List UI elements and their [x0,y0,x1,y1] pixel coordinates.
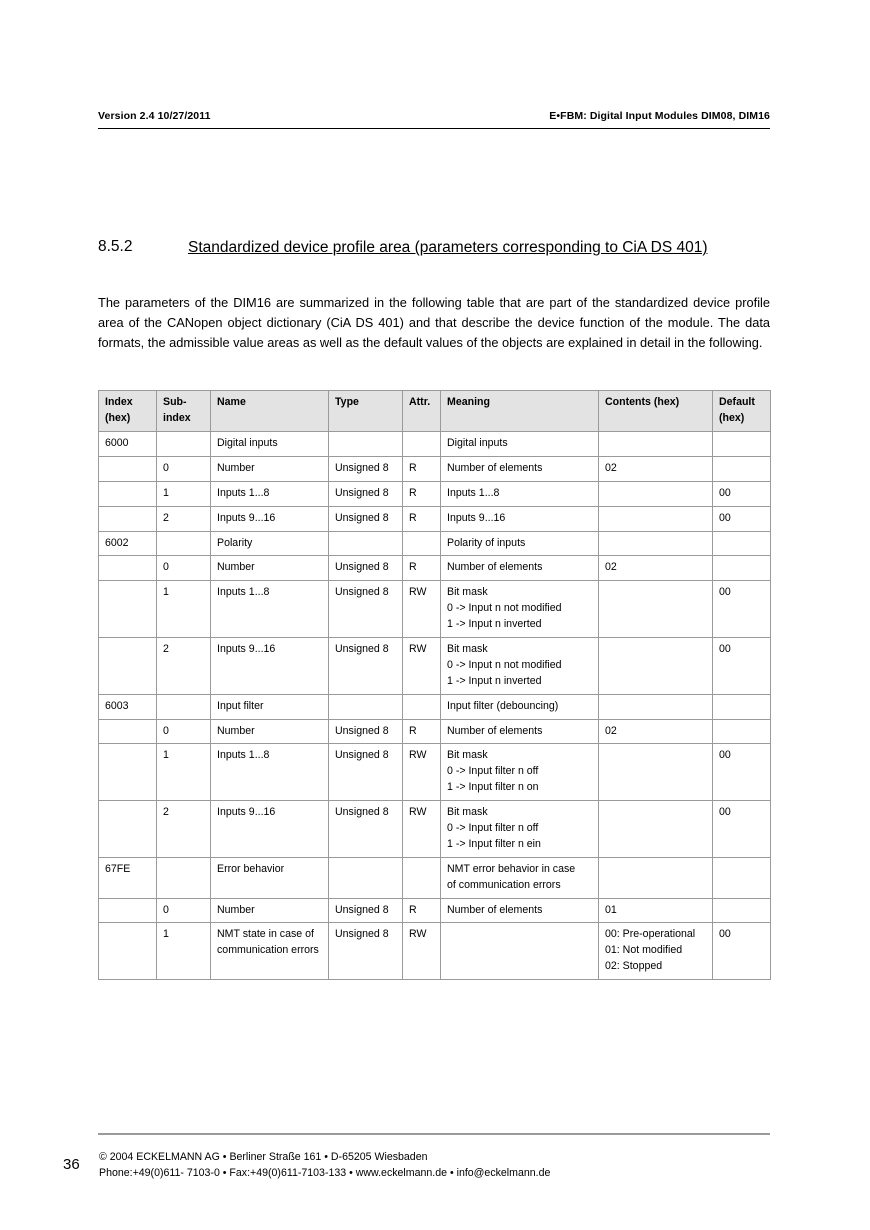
cell-contents-line: 02: Stopped [605,960,663,973]
cell-default: 00 [713,923,771,980]
cell-contents [599,556,713,581]
cell-index [99,638,157,695]
object-dictionary-table [98,390,771,980]
cell-meaning [441,481,599,506]
col-header-subindex [157,391,211,432]
cell-default: 00 [713,481,771,506]
cell-subindex: 2 [157,506,211,531]
cell-subindex: 2 [157,638,211,695]
table-row [99,857,771,898]
header-divider [98,128,770,129]
cell-meaning-line: Bit mask [447,806,488,819]
cell-name: Number [211,456,329,481]
cell-meaning-line: Bit mask [447,586,488,599]
cell-default [713,857,771,898]
cell-meaning [441,694,599,719]
cell-default [713,432,771,457]
cell-name: Inputs 1...8 [211,744,329,801]
cell-type: Unsigned 8 [329,801,403,858]
table-row [99,898,771,923]
col-header-default [713,391,771,432]
cell-meaning [441,898,599,923]
cell-subindex: 1 [157,923,211,980]
cell-meaning-line: 1 -> Input n inverted [447,618,542,631]
cell-type: Unsigned 8 [329,581,403,638]
cell-contents [599,694,713,719]
cell-index: 6000 [99,432,157,457]
table-row [99,481,771,506]
table-header-row [99,391,771,432]
cell-type: Unsigned 8 [329,456,403,481]
col-header-default-line2: (hex) [719,411,745,424]
cell-name: Inputs 9...16 [211,801,329,858]
cell-contents-line: 02 [605,561,617,574]
cell-type [329,432,403,457]
cell-meaning [441,556,599,581]
section-number: 8.5.2 [98,238,133,255]
cell-meaning [441,719,599,744]
header-document-title: E•FBM: Digital Input Modules DIM08, DIM16 [549,110,770,122]
cell-type: Unsigned 8 [329,719,403,744]
cell-meaning-line: 0 -> Input filter n off [447,822,539,835]
cell-index [99,456,157,481]
page-header [98,110,770,122]
cell-meaning [441,531,599,556]
cell-contents [599,581,713,638]
cell-subindex: 1 [157,744,211,801]
section-heading [98,238,770,259]
cell-name: Inputs 9...16 [211,638,329,695]
cell-subindex [157,432,211,457]
cell-subindex: 0 [157,719,211,744]
cell-subindex [157,694,211,719]
cell-meaning-line: 1 -> Input filter n on [447,781,539,794]
cell-attr: RW [403,923,441,980]
col-header-index-line2: (hex) [105,411,131,424]
cell-meaning-line: NMT error behavior in case [447,862,576,875]
cell-index [99,506,157,531]
cell-name: Error behavior [211,857,329,898]
col-header-contents: Contents (hex) [599,391,713,432]
cell-meaning [441,857,599,898]
cell-type: Unsigned 8 [329,481,403,506]
cell-name: Number [211,719,329,744]
cell-attr: RW [403,744,441,801]
cell-type: Unsigned 8 [329,506,403,531]
footer-line-1: © 2004 ECKELMANN AG • Berliner Straße 161 • D-65205 Wiesbaden [99,1151,428,1163]
page-number: 36 [63,1156,80,1173]
cell-type [329,857,403,898]
cell-type: Unsigned 8 [329,923,403,980]
footer-line-2: Phone:+49(0)611- 7103-0 • Fax:+49(0)611-7103-133 • www.eckelmann.de • info@eckelmann.de [99,1166,551,1179]
cell-meaning-line: 1 -> Input filter n ein [447,837,541,850]
cell-name: NMT state in case of communication errors [211,923,329,980]
table-row [99,719,771,744]
cell-contents [599,744,713,801]
table-row [99,581,771,638]
cell-name: Inputs 1...8 [211,481,329,506]
cell-index [99,719,157,744]
cell-name: Number [211,898,329,923]
cell-meaning-line: Number of elements [447,561,543,574]
cell-contents-line: 01 [605,903,617,916]
table-body [99,432,771,980]
intro-paragraph: The parameters of the DIM16 are summarized in the following table that are part of the standardized device profile area of the CANopen object dictionary (CiA DS 401) and that describe the device function of the module. The data formats, the admissible value areas as well as the default values of the objects are explained in detail in the following. [98,295,770,350]
cell-meaning [441,506,599,531]
cell-default: 00 [713,581,771,638]
cell-index [99,581,157,638]
cell-index [99,923,157,980]
cell-meaning-line: Bit mask [447,643,488,656]
table-row [99,638,771,695]
cell-meaning [441,744,599,801]
cell-default [713,531,771,556]
cell-attr: R [403,719,441,744]
cell-attr: RW [403,801,441,858]
cell-default [713,719,771,744]
table-row [99,801,771,858]
col-header-type: Type [329,391,403,432]
table-row [99,556,771,581]
table-row [99,744,771,801]
cell-attr: R [403,456,441,481]
cell-default: 00 [713,801,771,858]
col-header-attr: Attr. [403,391,441,432]
cell-subindex: 1 [157,581,211,638]
footer-divider [98,1133,770,1135]
cell-subindex: 0 [157,898,211,923]
cell-contents [599,719,713,744]
cell-attr [403,694,441,719]
cell-meaning-line: 0 -> Input filter n off [447,765,539,778]
cell-meaning-line: Number of elements [447,461,543,474]
cell-contents [599,456,713,481]
cell-meaning-line: Number of elements [447,903,543,916]
table-row [99,432,771,457]
cell-meaning-line: of communication errors [447,878,561,891]
cell-subindex: 1 [157,481,211,506]
cell-index [99,801,157,858]
cell-meaning-line: Number of elements [447,724,543,737]
cell-subindex: 0 [157,456,211,481]
table-row [99,531,771,556]
section-title: Standardized device profile area (parameters corresponding to CiA DS 401) [188,239,708,256]
cell-meaning-line: Digital inputs [447,437,508,449]
cell-default [713,456,771,481]
cell-subindex: 0 [157,556,211,581]
cell-meaning [441,432,599,457]
cell-attr [403,531,441,556]
cell-index [99,481,157,506]
cell-contents [599,898,713,923]
cell-type: Unsigned 8 [329,744,403,801]
cell-type [329,694,403,719]
cell-subindex [157,857,211,898]
cell-contents [599,638,713,695]
table-row [99,923,771,980]
cell-attr: R [403,481,441,506]
cell-attr: R [403,556,441,581]
header-version: Version 2.4 10/27/2011 [98,110,211,122]
col-header-meaning: Meaning [441,391,599,432]
cell-attr: RW [403,581,441,638]
cell-default: 00 [713,638,771,695]
cell-index: 6002 [99,531,157,556]
cell-index: 67FE [99,857,157,898]
cell-meaning [441,581,599,638]
cell-name: Digital inputs [211,432,329,457]
cell-contents-line: 01: Not modified [605,944,683,957]
cell-attr [403,857,441,898]
cell-meaning [441,923,599,980]
cell-contents [599,531,713,556]
cell-meaning [441,638,599,695]
cell-name: Polarity [211,531,329,556]
cell-type: Unsigned 8 [329,556,403,581]
cell-type [329,531,403,556]
table-row [99,694,771,719]
cell-name: Inputs 9...16 [211,506,329,531]
cell-meaning [441,801,599,858]
cell-meaning-line: Inputs 9...16 [447,511,506,524]
cell-index: 6003 [99,694,157,719]
cell-attr [403,432,441,457]
cell-meaning-line: Input filter (debouncing) [447,699,559,712]
cell-contents [599,432,713,457]
cell-meaning-line: Bit mask [447,749,488,762]
cell-contents [599,506,713,531]
footer-company-info [99,1150,550,1182]
cell-meaning [441,456,599,481]
cell-default: 00 [713,506,771,531]
cell-name: Inputs 1...8 [211,581,329,638]
cell-default [713,694,771,719]
cell-contents [599,481,713,506]
cell-contents-line: 02 [605,461,617,474]
col-header-subindex-line2: index [163,411,191,424]
cell-contents [599,801,713,858]
cell-index [99,744,157,801]
cell-contents-line: 02 [605,724,617,737]
cell-name: Number [211,556,329,581]
cell-attr: R [403,506,441,531]
cell-subindex: 2 [157,801,211,858]
cell-contents [599,857,713,898]
cell-index [99,898,157,923]
cell-attr: RW [403,638,441,695]
cell-default: 00 [713,744,771,801]
cell-meaning-line: Polarity of inputs [447,536,526,549]
cell-default [713,898,771,923]
cell-default [713,556,771,581]
cell-meaning-line: 0 -> Input n not modified [447,658,562,671]
table-row [99,456,771,481]
cell-type: Unsigned 8 [329,638,403,695]
cell-type: Unsigned 8 [329,898,403,923]
cell-subindex [157,531,211,556]
table-row [99,506,771,531]
col-header-name: Name [211,391,329,432]
cell-index [99,556,157,581]
cell-attr: R [403,898,441,923]
cell-contents [599,923,713,980]
col-header-default-line1: Default [719,396,755,408]
col-header-subindex-line1: Sub- [163,396,187,408]
cell-meaning-line: 0 -> Input n not modified [447,602,562,615]
col-header-index-line1: Index [105,396,133,408]
cell-name: Input filter [211,694,329,719]
cell-meaning-line: 1 -> Input n inverted [447,674,542,687]
cell-contents-line: 00: Pre-operational [605,928,696,941]
cell-meaning-line: Inputs 1...8 [447,486,500,499]
page-footer [63,1150,773,1182]
col-header-index [99,391,157,432]
